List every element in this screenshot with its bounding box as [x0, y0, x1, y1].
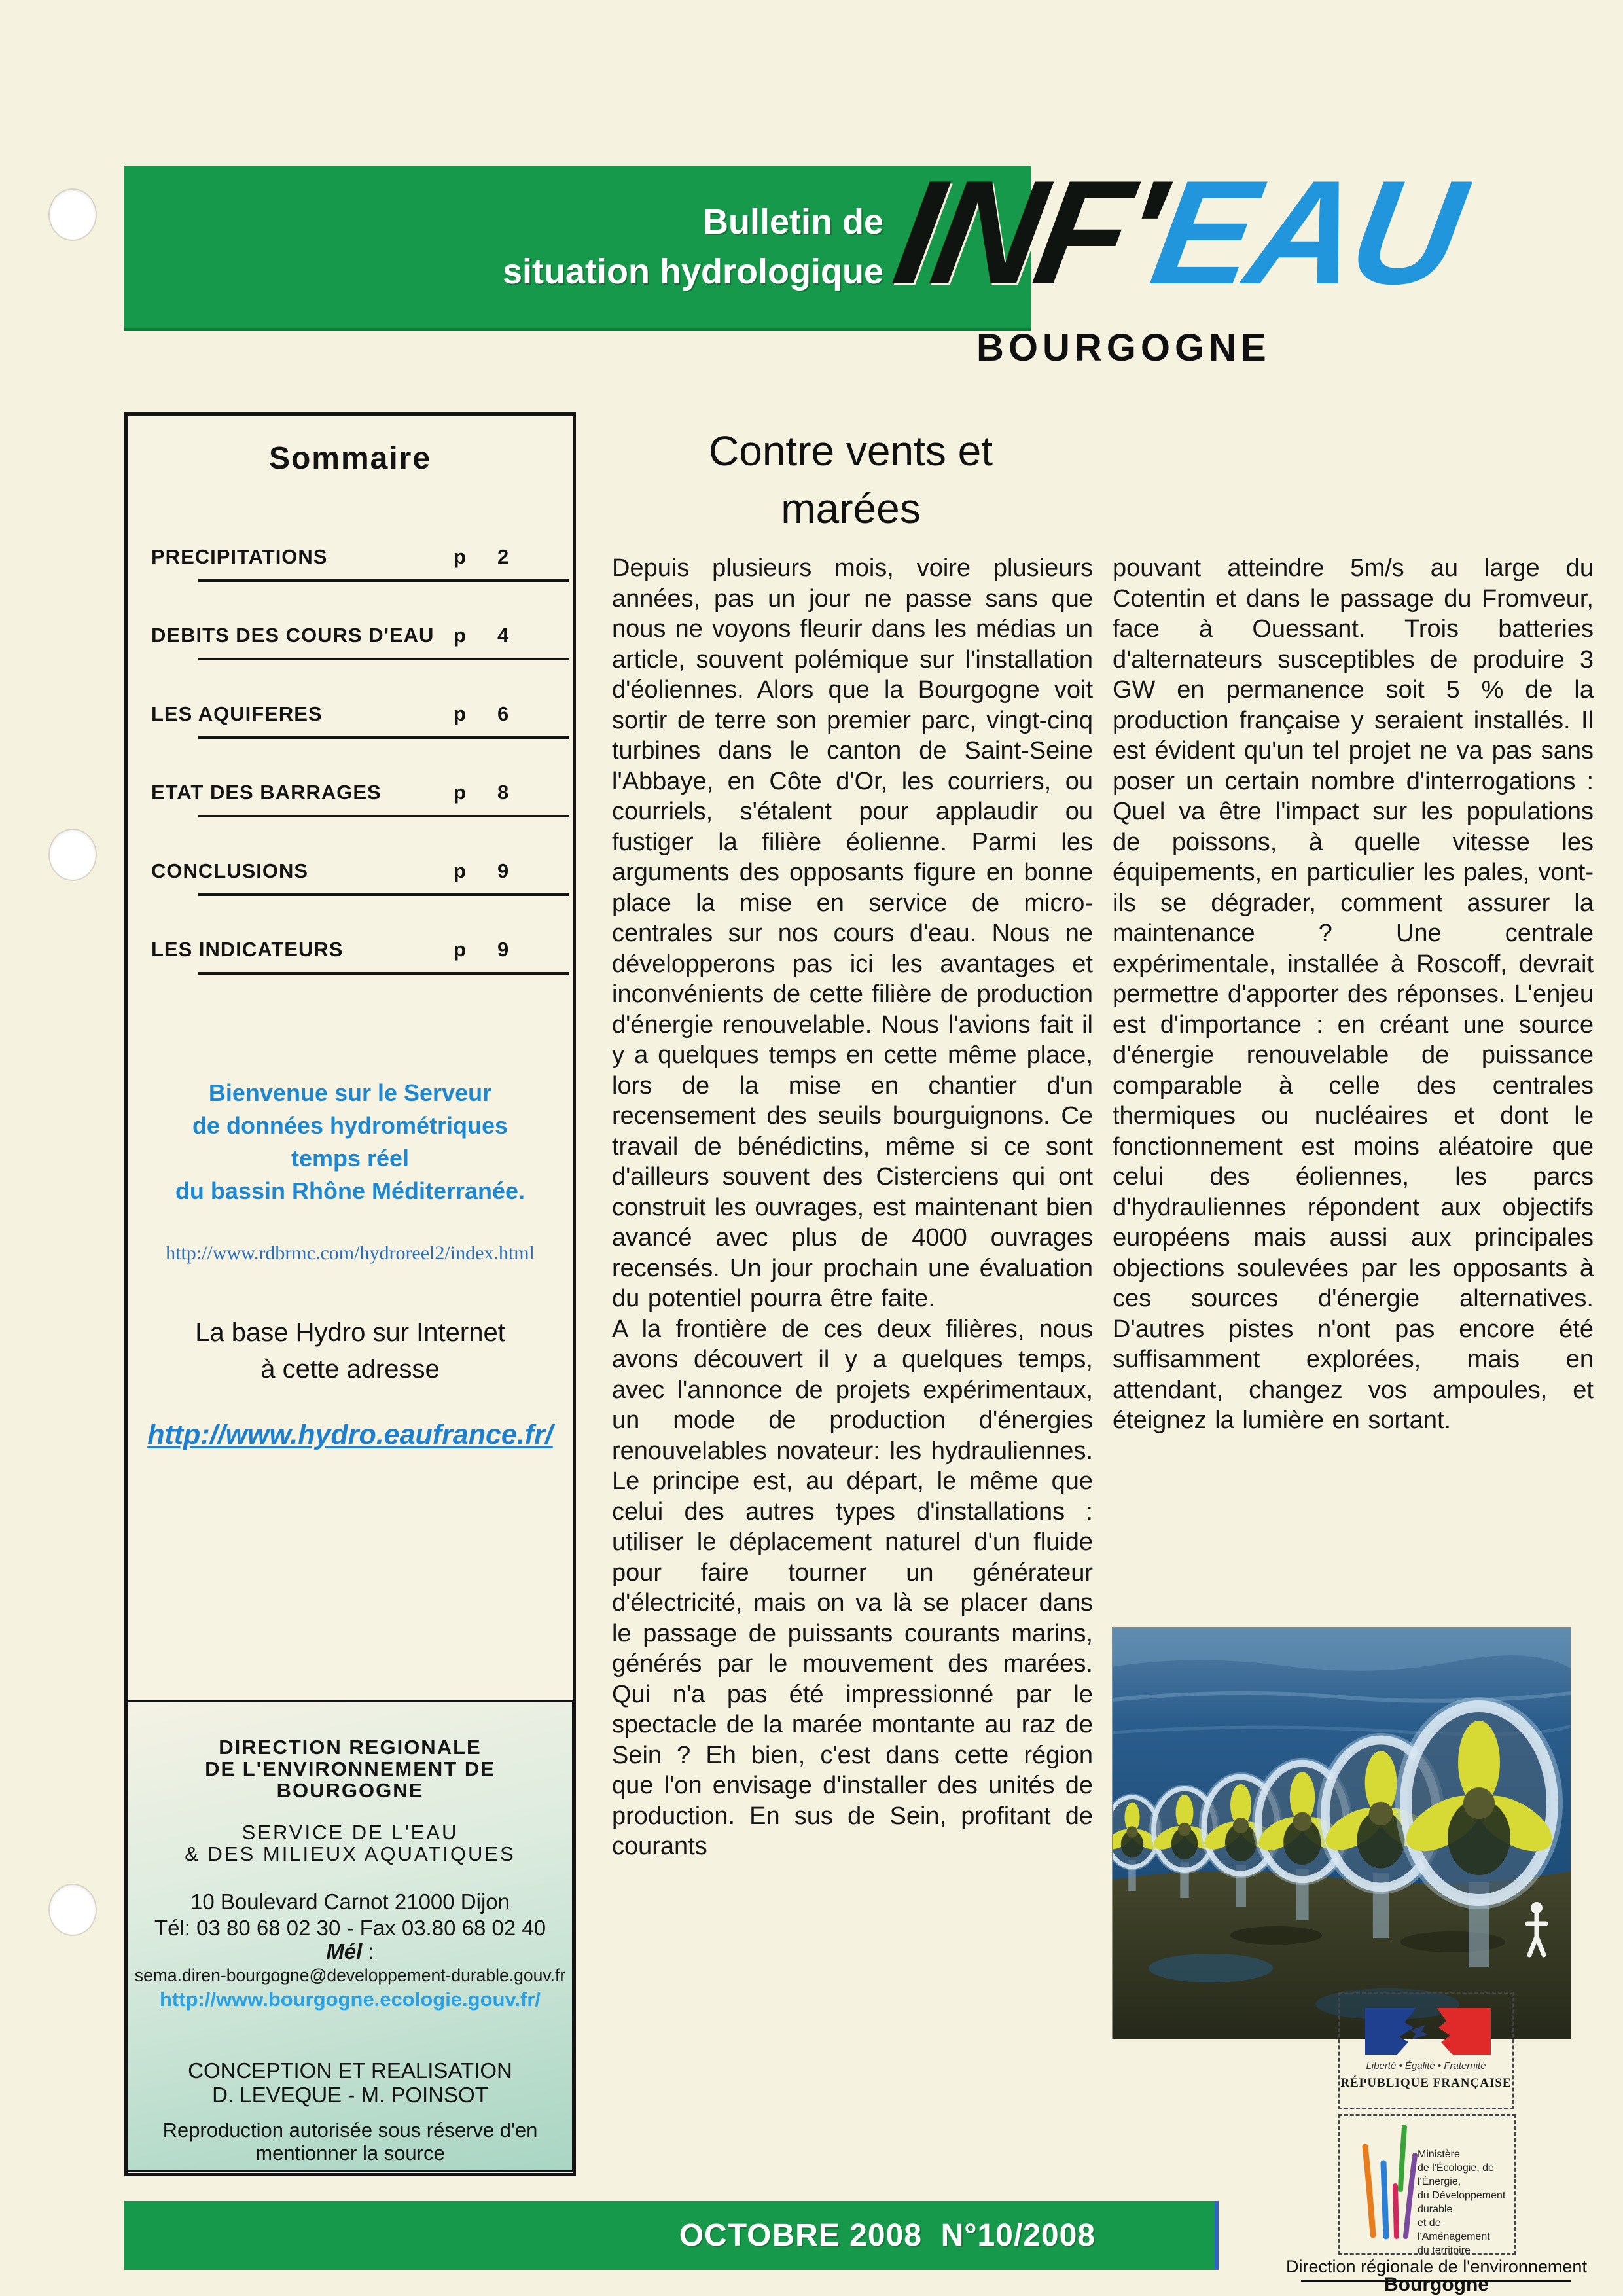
article-column-2: [1113, 553, 1594, 1600]
banner-title-line2: situation hydrologique: [503, 252, 883, 291]
article-paragraph: A la frontière de ces deux filières, nous avons découvert il y a quelques temps, avec l'annonce de projets expérimentaux, un mode de production d'énergies renouvelables novateur: les hydrauliennes. Le principe est, au départ, le même que celui des autres types d'installations : utiliser le déplacement naturel d'un fluide pour faire tourner un générateur d'électricité, mais on va là se placer dans le passage de puissants courants marins, générés par le mouvement des marées. Qui n'a pas été impressionné par le spectacle de la marée montante au raz de Sein ? Eh bien, c'est dans cette région que l'on envisage d'installer des unités de production. En sus de Sein, profitant de courants: [612, 1315, 1093, 1860]
banner-title-line1: Bulletin de: [702, 202, 883, 242]
ministry-strokes-icon: [1347, 2124, 1419, 2245]
ministry-logo: [1338, 2114, 1516, 2255]
eaufrance-link[interactable]: http://www.hydro.eaufrance.fr/: [147, 1419, 553, 1450]
article-title: [609, 422, 1093, 537]
sommaire-item-label: LES AQUIFERES: [151, 702, 323, 725]
underwater-turbines-illustration: [1113, 1628, 1571, 2039]
reproduction-notice: [128, 2119, 572, 2164]
ministry-line: de l'Écologie, de l'Énergie,: [1418, 2162, 1494, 2187]
article-title-line: Contre vents et: [709, 427, 993, 475]
sommaire-title: Sommaire: [268, 441, 432, 476]
ministry-line: du territoire: [1418, 2245, 1471, 2256]
divider: [198, 815, 569, 817]
ministry-line: du Développement durable: [1418, 2190, 1506, 2215]
org-line: DIRECTION REGIONALE: [219, 1736, 482, 1759]
reproduction-line: mentionner la source: [255, 2142, 445, 2164]
page-number: 9: [497, 938, 509, 961]
republique-francaise-logo: [1338, 1992, 1514, 2109]
rdbrmc-link[interactable]: http://www.rdbrmc.com/hydroreel2/index.html: [166, 1242, 535, 1264]
hydro-base-note: [124, 1314, 576, 1388]
page-number: 8: [497, 781, 509, 804]
credits: [128, 2058, 572, 2107]
page-number: 6: [497, 702, 509, 725]
marianne-flag-icon: [1365, 2008, 1491, 2055]
page-number: 9: [497, 859, 509, 882]
contact-block: [126, 1700, 575, 2172]
sommaire-item-label: PRECIPITATIONS: [151, 545, 328, 568]
divider: [198, 579, 569, 582]
hydro-base-line: à cette adresse: [260, 1355, 440, 1384]
org-line: BOURGOGNE: [276, 1779, 424, 1802]
welcome-line: du bassin Rhône Méditerranée.: [175, 1177, 526, 1204]
page-abbrev: p: [454, 938, 466, 961]
ministry-line: et de l'Aménagement: [1418, 2217, 1490, 2242]
organization-name: [128, 1736, 572, 1801]
mel-word: Mél: [326, 1939, 363, 1964]
hydro-base-line: La base Hydro sur Internet: [195, 1318, 505, 1347]
ministry-name: [1418, 2147, 1516, 2257]
logo-region-text: BOURGOGNE: [976, 327, 1271, 369]
hole-punch: [48, 829, 97, 881]
infeau-logo: [881, 137, 1609, 334]
server-welcome-note: [124, 1077, 576, 1208]
hole-punch: [48, 188, 97, 241]
welcome-line: temps réel: [291, 1145, 410, 1172]
divider: [198, 658, 569, 660]
mel-colon: :: [362, 1939, 374, 1964]
email-address: sema.diren-bourgogne@developpement-durable.gouv.fr: [134, 1965, 566, 1985]
diren-website-link[interactable]: http://www.bourgogne.ecologie.gouv.fr/: [159, 1988, 541, 2011]
welcome-line: de données hydrométriques: [192, 1112, 508, 1139]
page-abbrev: p: [454, 702, 466, 725]
rf-motto: Liberté • Égalité • Fraternité: [1366, 2060, 1486, 2072]
postal-address: 10 Boulevard Carnot 21000 Dijon: [190, 1890, 510, 1914]
article-paragraph: Depuis plusieurs mois, voire plusieurs années, pas un jour ne passe sans que nous ne voyons fleurir dans les médias un article, souvent polémique sur l'installation d'éoliennes. Alors que la Bourgogne voit sortir de terre son premier parc, vingt-cinq turbines dans le canton de Saint-Seine l'Abbaye, en Côte d'Or, les courriers, ou courriels, s'étalent pour applaudir ou fustiger la filière éolienne. Parmi les arguments des opposants figure en bonne place la mise en service de micro-centrales sur nos cours d'eau. Nous ne développerons pas ici les avantages et inconvénients de cette filière de production d'énergie renouvelable. Nous l'avions fait il y a quelques temps en cette même place, lors de la mise en chantier d'un recensement des seuils bourguignons. Ce travail de bénédictins, même si ce sont d'ailleurs souvent des Cisterciens qui ont construit les ouvrages, est maintenant bien avancé avec plus de 4000 ouvrages recensés. Un jour prochain une évaluation du potentiel pourra être faite.: [612, 554, 1093, 1312]
page-abbrev: p: [454, 624, 466, 647]
credits-line: CONCEPTION ET REALISATION: [188, 2058, 512, 2083]
sommaire-item-label: ETAT DES BARRAGES: [151, 781, 382, 804]
sommaire-item-label: LES INDICATEURS: [151, 938, 344, 961]
credits-line: D. LEVEQUE - M. POINSOT: [212, 2083, 488, 2107]
hole-punch: [48, 1884, 97, 1936]
footer-issue-bar: [124, 2201, 1219, 2270]
service-line: & DES MILIEUX AQUATIQUES: [185, 1842, 516, 1865]
divider: [198, 972, 569, 975]
rf-name: RÉPUBLIQUE FRANÇAISE: [1340, 2076, 1512, 2090]
sommaire-item-label: CONCLUSIONS: [151, 859, 309, 882]
reproduction-line: Reproduction autorisée sous réserve d'en: [162, 2119, 538, 2142]
ministry-line: Ministère: [1418, 2149, 1460, 2160]
org-line: DE L'ENVIRONNEMENT DE: [205, 1757, 495, 1780]
divider: [198, 893, 569, 896]
direction-regionale-label: Direction régionale de l'environnement: [1286, 2257, 1587, 2276]
page-number: 4: [497, 624, 509, 647]
service-name: [128, 1821, 572, 1865]
article-title-line: marées: [781, 485, 921, 532]
welcome-line: Bienvenue sur le Serveur: [208, 1079, 492, 1106]
article-paragraph: pouvant atteindre 5m/s au large du Cotentin et dans le passage du Fromveur, face à Ouessant. Trois batteries d'alternateurs susceptibles de produire 3 GW en permanence soit 5 % de la production française y seraient installés. Il est évident qu'un tel projet ne va pas sans poser un certain nombre d'interrogations : Quel va être l'impact sur les populations de poissons, à quelle vitesse les équipements, en particulier les pales, vont-ils se dégrader, comment assurer la maintenance ? Une centrale expérimentale, installée à Roscoff, devrait permettre d'apporter des réponses. L'enjeu est d'importance : en créant une source d'énergie renouvelable de puissance comparable à celle des centrales thermiques ou nucléaires et dont le fonctionnement est moins aléatoire que celui des éoliennes, les parcs d'hydrauliennes répondent aux objectifs européens mais aussi aux principales objections soulevées par les opposants à ces sources d'énergie alternatives. D'autres pistes n'ont pas encore été suffisamment explorées, mais en attendant, changez vos ampoules, et éteignez la lumière en sortant.: [1113, 554, 1594, 1434]
phone-fax: Tél: 03 80 68 02 30 - Fax 03.80 68 02 40: [154, 1916, 546, 1940]
hydrauliennes-photo: [1113, 1628, 1571, 2039]
logo-inf-text: INF': [883, 149, 1171, 315]
service-line: SERVICE DE L'EAU: [241, 1821, 459, 1844]
article-column-1: [612, 553, 1093, 2183]
page-abbrev: p: [454, 859, 466, 882]
logo-eau-text: EAU: [1141, 149, 1472, 315]
divider: [198, 736, 569, 739]
region-label: Bourgogne: [1384, 2274, 1489, 2295]
sommaire-item-label: DEBITS DES COURS D'EAU: [151, 624, 435, 647]
page-abbrev: p: [454, 781, 466, 804]
page-number: 2: [497, 545, 509, 568]
page-abbrev: p: [454, 545, 466, 568]
issue-date: OCTOBRE 2008 N°10/2008: [679, 2218, 1096, 2253]
email-label: [128, 1939, 572, 1964]
